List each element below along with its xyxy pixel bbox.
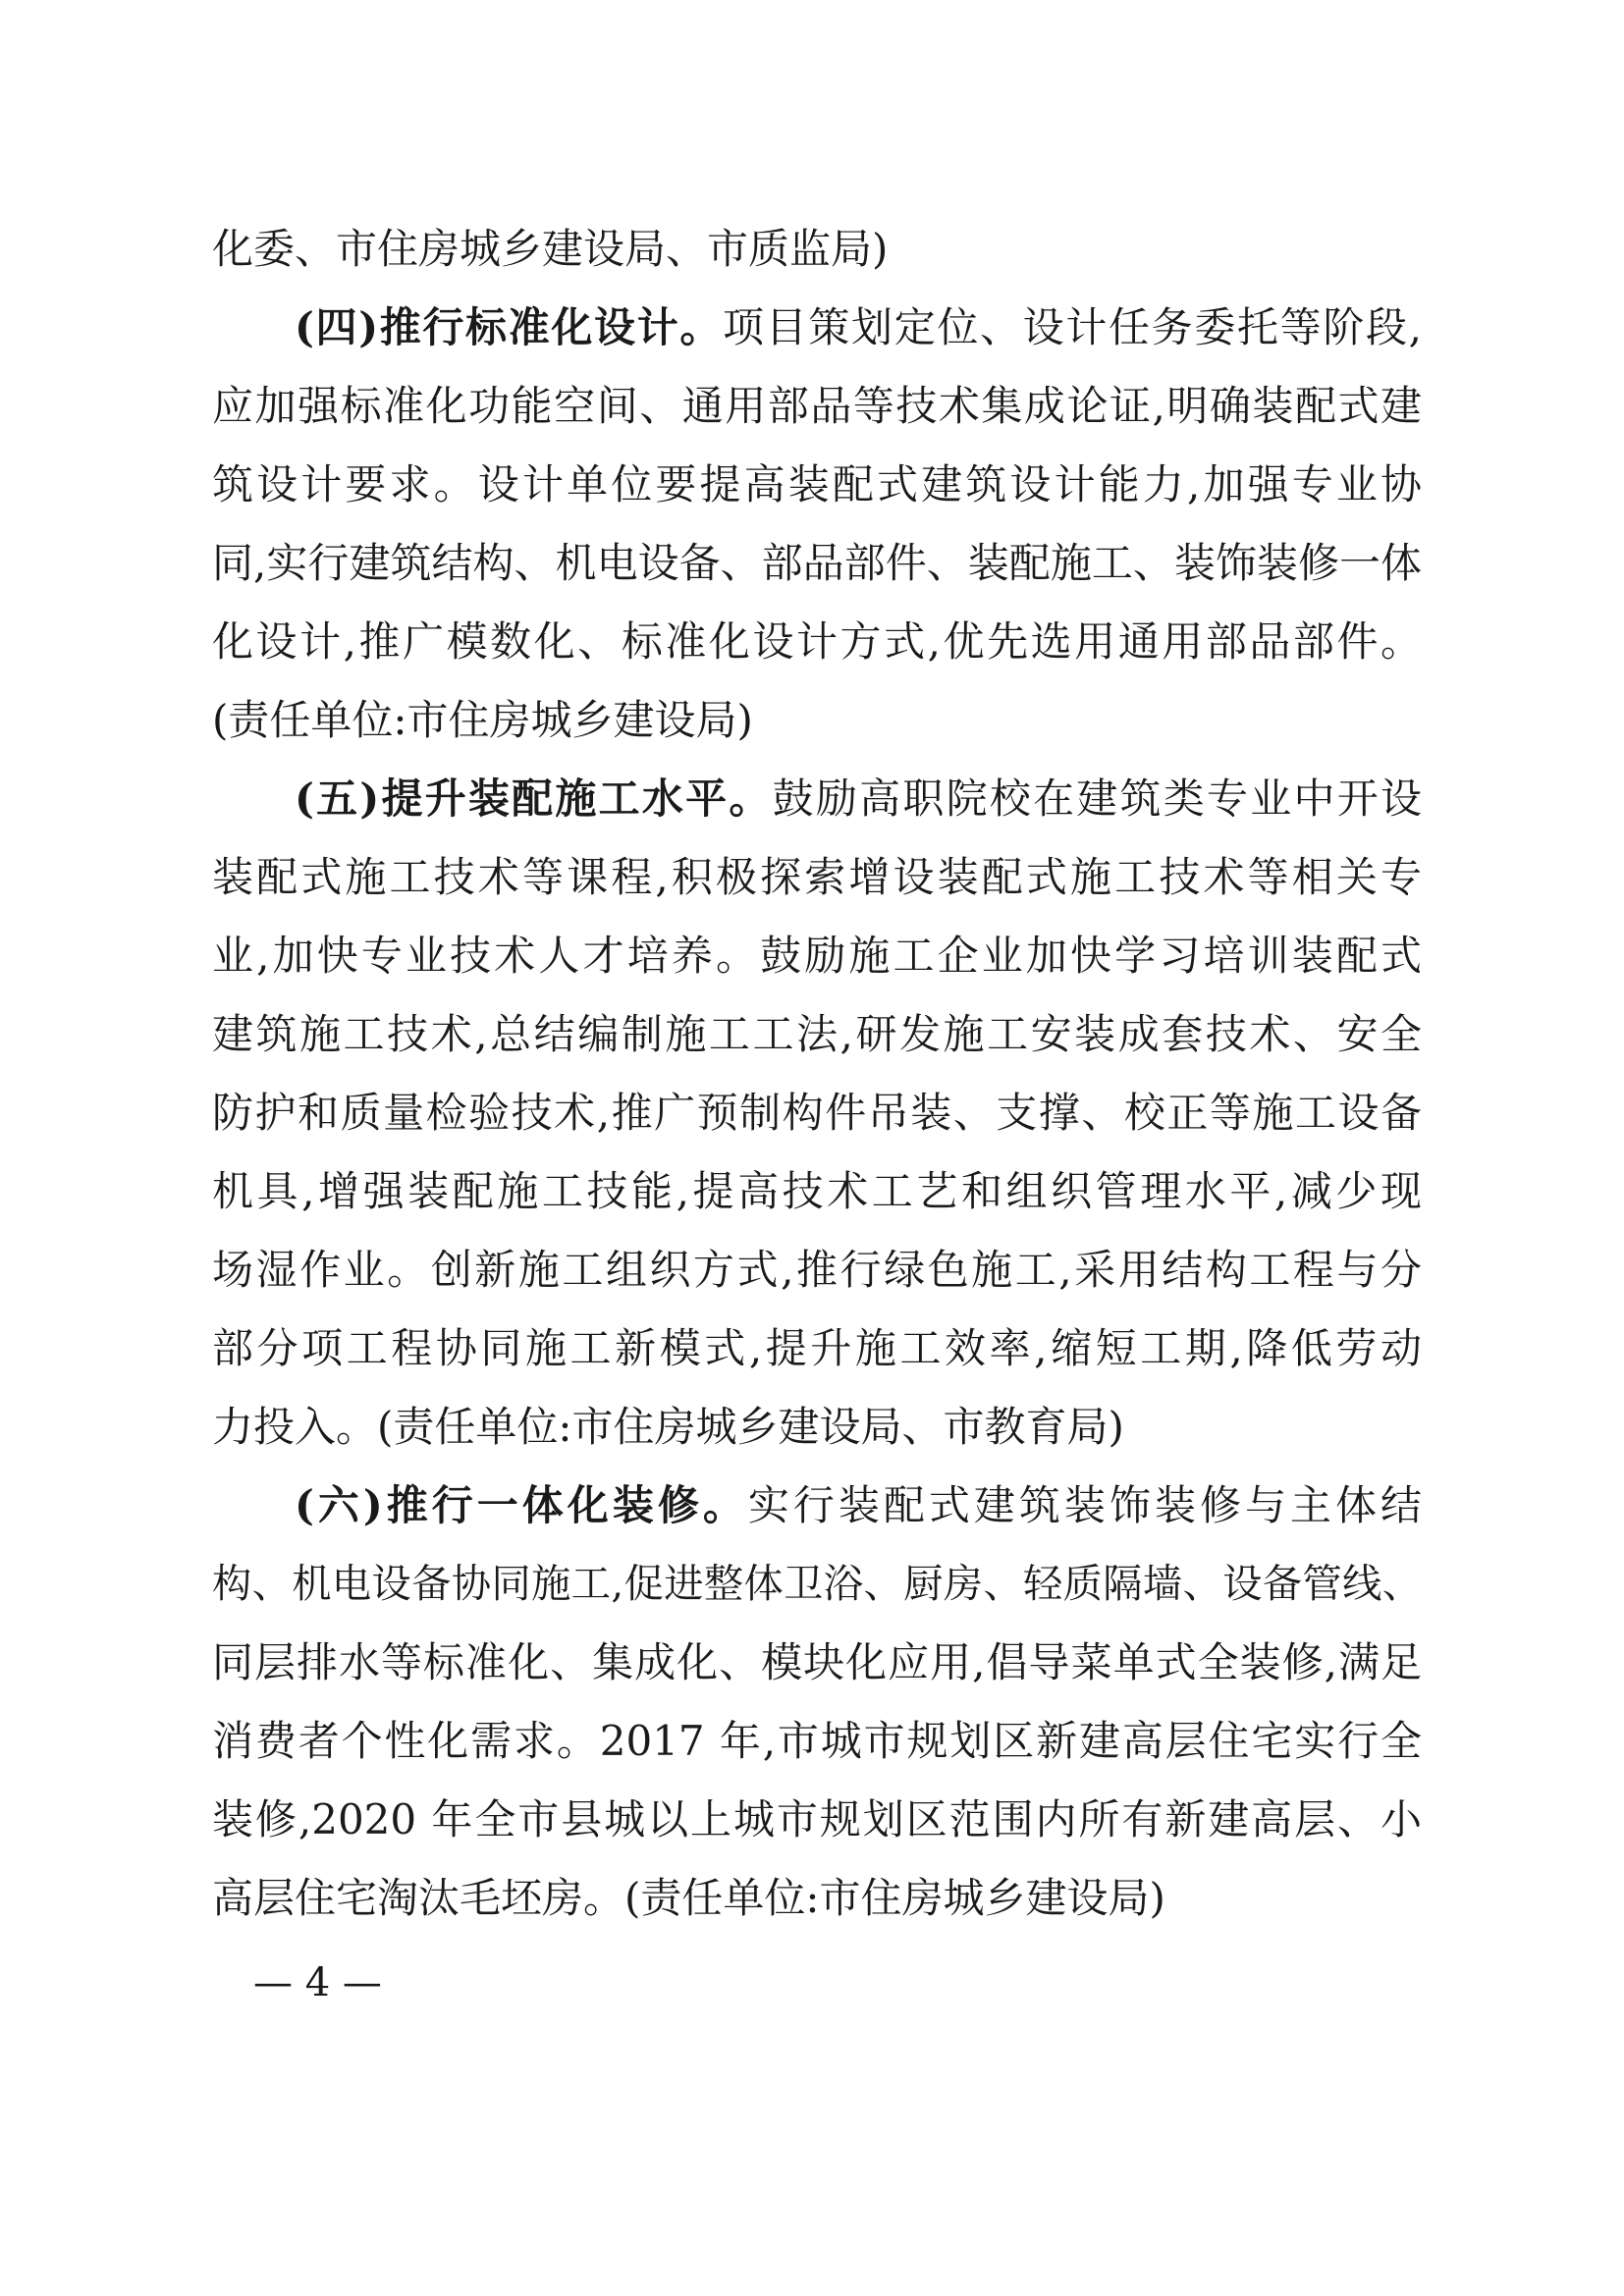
text-line-15 <box>212 1309 1422 1388</box>
text-line-18 <box>212 1545 1422 1624</box>
page-number: — 4 — <box>253 1960 382 2005</box>
section-heading-5: (五)提升装配施工水平。 <box>295 774 773 823</box>
text-line-17 <box>295 1467 1422 1545</box>
text-line-5 <box>212 524 1422 603</box>
text-line-11 <box>212 995 1422 1074</box>
text-line-21 <box>212 1781 1422 1859</box>
text-line-12 <box>212 1074 1422 1152</box>
line-text: 化委、市住房城乡建设局、市质监局) <box>212 225 889 273</box>
section-heading-4: (四)推行标准化设计。 <box>295 303 724 351</box>
text-line-22 <box>212 1859 1422 1938</box>
line-text: 构、机电设备协同施工,促进整体卫浴、厨房、轻质隔墙、设备管线、 <box>212 1562 1422 1607</box>
line-text: 消费者个性化需求。2017 年,市城市规划区新建高层住宅实行全 <box>212 1717 1422 1765</box>
line-text: 化设计,推广模数化、标准化设计方式,优先选用通用部品部件。 <box>212 617 1422 666</box>
line-text: 实行装配式建筑装饰装修与主体结 <box>747 1481 1422 1529</box>
text-line-10 <box>212 917 1422 995</box>
text-line-1 <box>212 210 1422 289</box>
text-line-2 <box>295 289 1422 367</box>
text-line-7 <box>212 681 1422 760</box>
line-text: (责任单位:市住房城乡建设局) <box>212 696 753 744</box>
line-text: 力投入。(责任单位:市住房城乡建设局、市教育局) <box>212 1403 1124 1451</box>
line-text: 部分项工程协同施工新模式,提升施工效率,缩短工期,降低劳动 <box>212 1324 1422 1372</box>
line-text: 同,实行建筑结构、机电设备、部品部件、装配施工、装饰装修一体 <box>212 539 1422 587</box>
section-heading-6: (六)推行一体化装修。 <box>295 1481 748 1529</box>
line-text: 鼓励高职院校在建筑类专业中开设 <box>772 774 1422 823</box>
text-line-3 <box>212 367 1422 446</box>
text-line-19 <box>212 1624 1422 1702</box>
line-text: 防护和质量检验技术,推广预制构件吊装、支撑、校正等施工设备 <box>212 1089 1422 1137</box>
text-line-9 <box>212 838 1422 917</box>
text-line-20 <box>212 1702 1422 1781</box>
text-line-6 <box>212 603 1422 681</box>
text-line-14 <box>212 1231 1422 1309</box>
text-line-16 <box>212 1388 1422 1467</box>
line-text: 项目策划定位、设计任务委托等阶段, <box>723 303 1423 351</box>
line-text: 高层住宅淘汰毛坯房。(责任单位:市住房城乡建设局) <box>212 1874 1165 1922</box>
line-text: 同层排水等标准化、集成化、模块化应用,倡导菜单式全装修,满足 <box>212 1638 1422 1686</box>
line-text: 筑设计要求。设计单位要提高装配式建筑设计能力,加强专业协 <box>212 460 1422 508</box>
line-text: 机具,增强装配施工技能,提高技术工艺和组织管理水平,减少现 <box>212 1167 1422 1215</box>
text-line-13 <box>212 1152 1422 1231</box>
line-text: 场湿作业。创新施工组织方式,推行绿色施工,采用结构工程与分 <box>212 1246 1422 1294</box>
line-text: 装修,2020 年全市县城以上城市规划区范围内所有新建高层、小 <box>212 1795 1422 1843</box>
text-line-8 <box>295 760 1422 838</box>
line-text: 装配式施工技术等课程,积极探索增设装配式施工技术等相关专 <box>212 853 1422 901</box>
line-text: 建筑施工技术,总结编制施工工法,研发施工安装成套技术、安全 <box>212 1010 1422 1058</box>
line-text: 应加强标准化功能空间、通用部品等技术集成论证,明确装配式建 <box>212 382 1422 430</box>
text-line-4 <box>212 446 1422 524</box>
line-text: 业,加快专业技术人才培养。鼓励施工企业加快学习培训装配式 <box>212 932 1422 980</box>
